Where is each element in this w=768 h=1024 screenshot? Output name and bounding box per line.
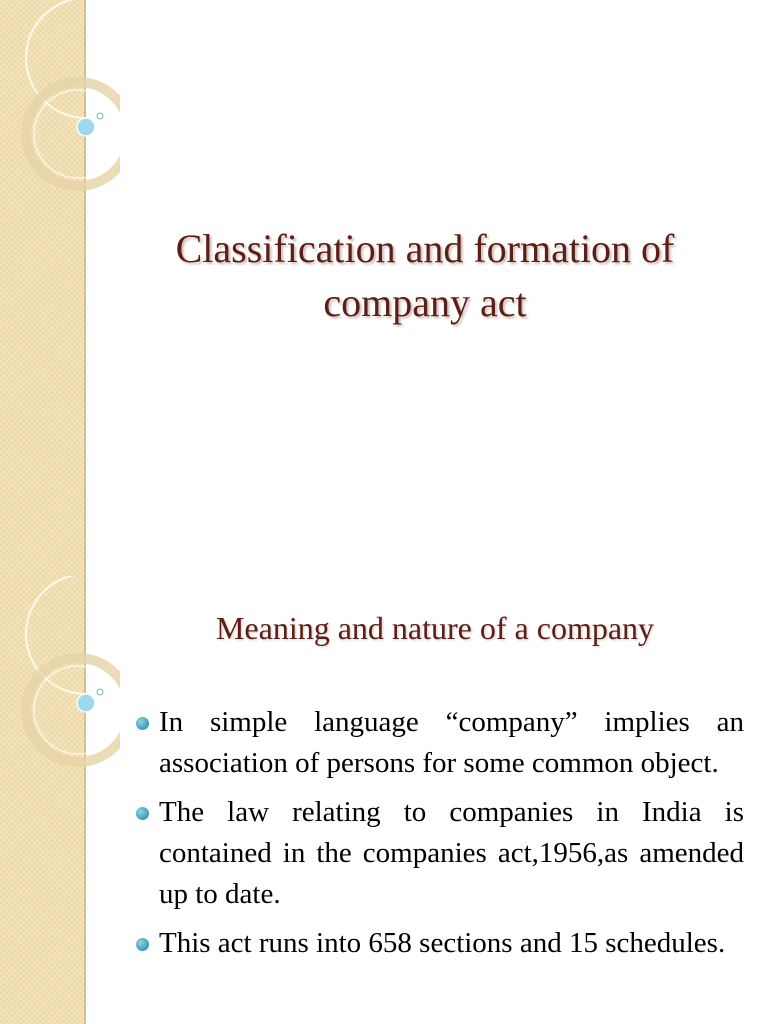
circle-ornament-icon	[0, 576, 120, 796]
bullet-text: This act runs into 658 sections and 15 schedules.	[159, 927, 726, 959]
bullet-icon	[136, 938, 149, 951]
bullet-item	[134, 923, 744, 964]
slide-meaning	[0, 576, 768, 1024]
slide-heading: Meaning and nature of a company	[215, 610, 655, 646]
bullet-text: The law relating to companies in India is contained in the companies act,1956,as amended up to date.	[159, 796, 744, 910]
bullet-text: In simple language “company” implies an association of persons for some common object.	[159, 706, 744, 779]
bullet-list	[134, 702, 744, 972]
bullet-icon	[136, 717, 149, 730]
bullet-item	[134, 702, 744, 784]
bullet-item	[134, 792, 744, 915]
slide-title-text: Classification and formation of company act	[175, 226, 675, 325]
bullet-icon	[136, 807, 149, 820]
circle-ornament-icon	[0, 0, 120, 220]
